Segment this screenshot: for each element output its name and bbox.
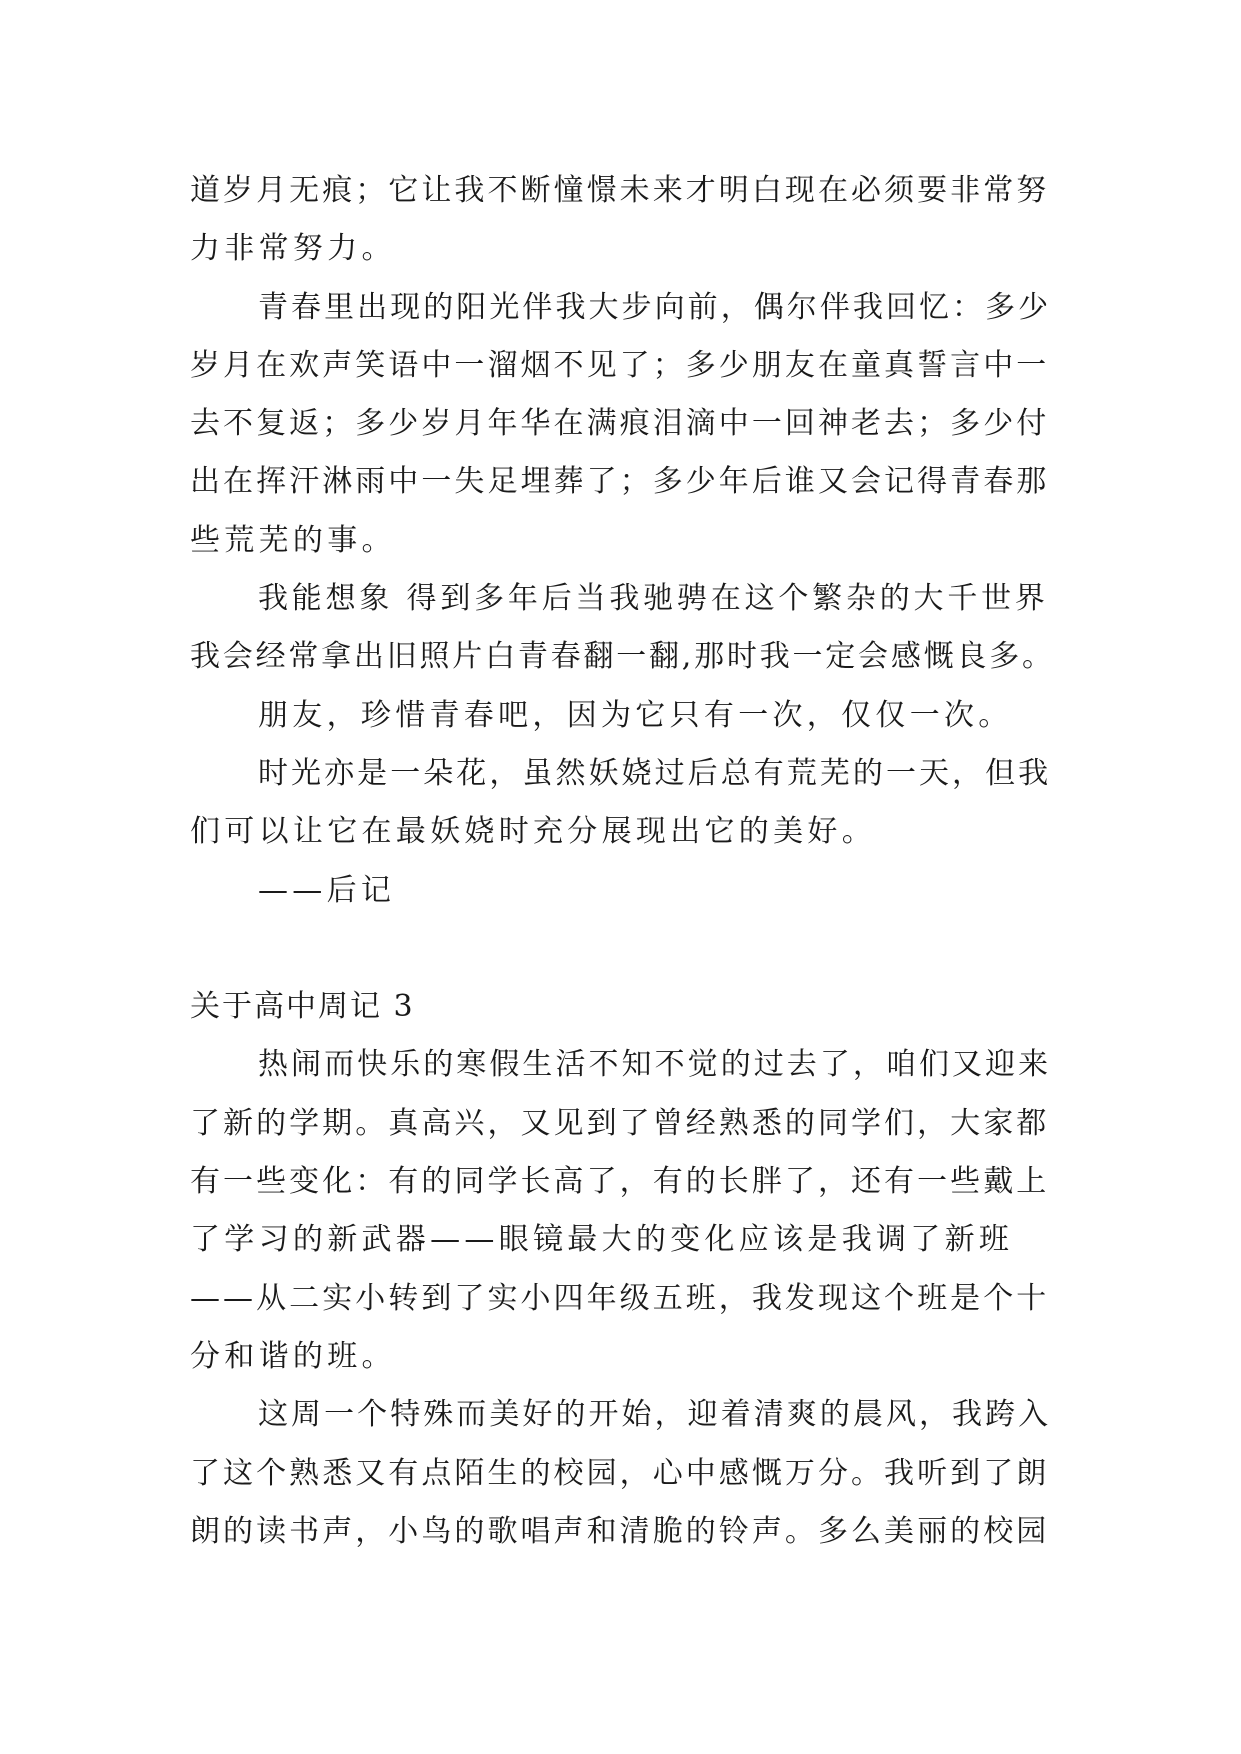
paragraph-start-line: 这周一个特殊而美好的开始，迎着清爽的晨风，我跨入 [258, 1397, 1052, 1433]
paragraph-start-line: 热闹而快乐的寒假生活不知不觉的过去了，咱们又迎来 [258, 1047, 1052, 1083]
body-line: 些荒芜的事。 [190, 522, 396, 558]
body-line: 岁月在欢声笑语中一溜烟不见了；多少朋友在童真誓言中一 [190, 347, 1050, 383]
paragraph-start-line: 朋友，珍惜青春吧，因为它只有一次，仅仅一次。 [258, 697, 1013, 733]
document-body [190, 162, 1052, 1561]
body-line: 了学习的新武器——眼镜最大的变化应该是我调了新班 [190, 1222, 1014, 1258]
paragraph-start-line: 青春里出现的阳光伴我大步向前，偶尔伴我回忆：多少 [258, 289, 1052, 325]
section-title: 关于高中周记 3 [190, 989, 415, 1025]
body-line: 道岁月无痕；它让我不断憧憬未来才明白现在必须要非常努 [190, 173, 1050, 208]
body-line: 分和谐的班。 [190, 1338, 396, 1374]
section-spacer [190, 920, 1052, 978]
afterword-signature: ——后记 [258, 872, 396, 908]
body-line: 朗的读书声，小鸟的歌唱声和清脆的铃声。多么美丽的校园 [190, 1513, 1050, 1549]
body-line: ——从二实小转到了实小四年级五班，我发现这个班是个十 [190, 1280, 1050, 1316]
body-line: 出在挥汗淋雨中一失足埋葬了；多少年后谁又会记得青春那 [190, 464, 1050, 500]
body-line: 了新的学期。真高兴，又见到了曾经熟悉的同学们，大家都 [190, 1105, 1050, 1141]
body-line: 去不复返；多少岁月年华在满痕泪滴中一回神老去；多少付 [190, 406, 1050, 442]
paragraph-start-line: 时光亦是一朵花，虽然妖娆过后总有荒芜的一天，但我 [258, 755, 1052, 791]
paragraph-start-line: 我能想象 得到多年后当我驰骋在这个繁杂的大千世界 [258, 581, 1049, 617]
body-line: 我会经常拿出旧照片白青春翻一翻,那时我一定会感慨良多。 [190, 639, 1052, 675]
body-line: 了这个熟悉又有点陌生的校园，心中感慨万分。我听到了朗 [190, 1455, 1050, 1491]
body-line: 力非常努力。 [190, 231, 396, 267]
body-line: 有一些变化：有的同学长高了，有的长胖了，还有一些戴上 [190, 1164, 1050, 1200]
body-line: 们可以让它在最妖娆时充分展现出它的美好。 [190, 814, 876, 850]
